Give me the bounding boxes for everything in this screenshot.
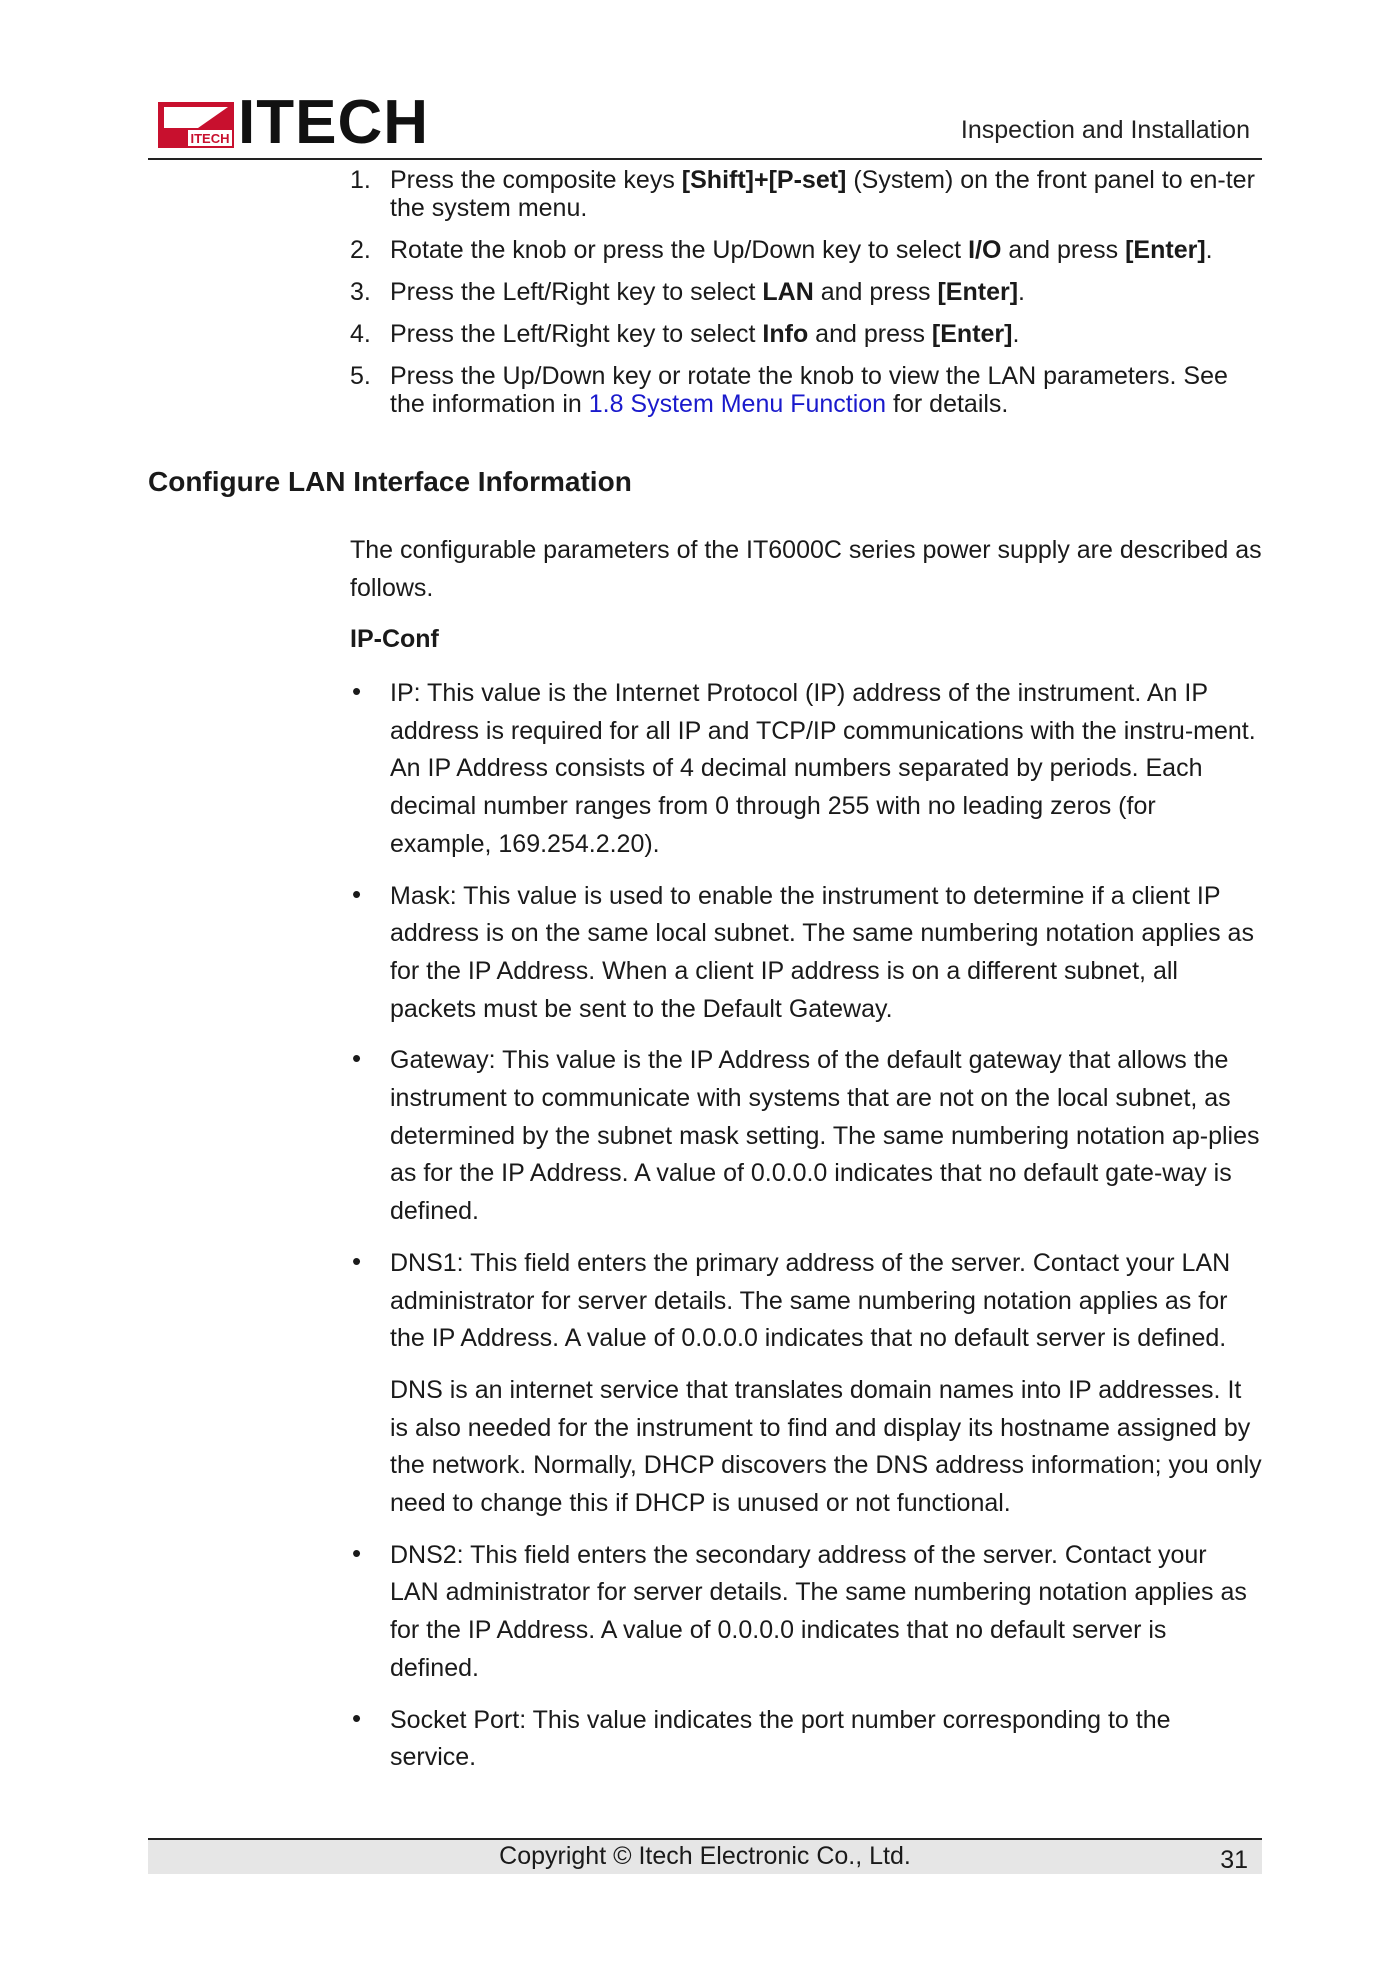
logo-wordmark: ITECH (238, 88, 429, 157)
step-key: LAN (762, 278, 814, 306)
step-item (350, 320, 1262, 348)
bullet-text: IP: This value is the Internet Protocol (IP) address of the instrument. An IP address is required for all IP and TCP/IP communications with the instru-ment. An IP Address consists of 4 decimal numbers separated by periods. Each decimal number ranges from 0 through 255 with no leading zeros (for example, 169.254.2.20). (390, 679, 1256, 858)
parameter-list (350, 675, 1262, 1791)
step-item (350, 166, 1262, 222)
step-text: Press the Up/Down key or rotate the knob to view the LAN parameters. See the information in (390, 362, 1228, 418)
step-text: and press (813, 278, 938, 306)
list-item (350, 1702, 1262, 1777)
procedure-steps (350, 166, 1262, 432)
step-text: . (1012, 320, 1020, 348)
step-text: for details. (886, 390, 1009, 418)
step-text: and press (1001, 236, 1126, 264)
bullet-text: Mask: This value is used to enable the instrument to determine if a client IP address is on the same local subnet. The same numbering notation applies as for the IP Address. When a client IP address is on a different subnet, all packets must be sent to the Default Gateway. (390, 881, 1254, 1023)
bullet-icon: • (352, 1245, 362, 1276)
dns-note: DNS is an internet service that translates domain names into IP addresses. It is also needed for the instrument to find and display its hostname assigned by the network. Normally, DHCP discovers the DNS address information; you only need to change this if DHCP is unused or not functional. (390, 1375, 1262, 1518)
step-number: 3. (350, 278, 371, 306)
step-key: [Shift]+[P-set] (681, 166, 847, 194)
system-menu-function-link[interactable]: 1.8 System Menu Function (588, 390, 887, 418)
step-number: 2. (350, 236, 371, 264)
step-text: Press the Left/Right key to select (390, 320, 763, 348)
step-text: . (1018, 278, 1025, 306)
page-header (148, 88, 1262, 160)
section-heading: Configure LAN Interface Information (148, 466, 632, 497)
list-item (350, 1537, 1262, 1688)
step-number: 5. (350, 362, 371, 390)
bullet-icon: • (352, 1043, 362, 1074)
step-number: 1. (350, 166, 371, 194)
bullet-text: Socket Port: This value indicates the port number corresponding to the service. (390, 1705, 1171, 1772)
bullet-icon: • (352, 1537, 362, 1568)
itech-logo-mark-icon (158, 102, 234, 148)
list-item (350, 1042, 1262, 1231)
step-number: 4. (350, 320, 371, 348)
step-key: [Enter] (1125, 236, 1206, 264)
step-text: and press (808, 320, 932, 348)
step-text: . (1205, 236, 1213, 264)
copyright-text: Copyright © Itech Electronic Co., Ltd. (499, 1842, 911, 1870)
bullet-text: DNS2: This field enters the secondary address of the server. Contact your LAN administrator for server details. The same numbering notation applies as for the IP Address. A value of 0.0.0.0 indicates that no default server is defined. (390, 1540, 1247, 1682)
section-intro: The configurable parameters of the IT6000C series power supply are described as follows. (350, 536, 1262, 602)
step-text: Press the composite keys (390, 166, 682, 194)
logo-badge-text: ITECH (190, 131, 230, 146)
step-key: [Enter] (937, 278, 1019, 306)
bullet-icon: • (352, 878, 362, 909)
step-key: I/O (968, 236, 1002, 264)
list-item (350, 878, 1262, 1029)
bullet-icon: • (352, 676, 362, 706)
step-key: Info (762, 320, 809, 348)
header-section-title: Inspection and Installation (960, 116, 1250, 144)
step-text: Rotate the knob or press the Up/Down key to select (390, 236, 969, 264)
step-item (350, 278, 1262, 306)
list-item (350, 675, 1262, 864)
step-item (350, 362, 1262, 418)
step-text: Press the Left/Right key to select (390, 278, 763, 306)
step-text: (System) on the front panel to en-ter the system menu. (390, 166, 1255, 222)
itech-logo (158, 88, 429, 157)
bullet-text: DNS1: This field enters the primary address of the server. Contact your LAN administrator for server details. The same numbering notation applies as for the IP Address. A value of 0.0.0.0 indicates that no default server is defined. (390, 1248, 1231, 1353)
list-item (350, 1245, 1262, 1523)
bullet-icon: • (352, 1702, 362, 1733)
page-footer (148, 1838, 1262, 1874)
page-number: 31 (1220, 1846, 1248, 1874)
bullet-text: Gateway: This value is the IP Address of the default gateway that allows the instrument to communicate with systems that are not on the local subnet, as determined by the subnet mask setting. The same numbering notation ap-plies as for the IP Address. A value of 0.0.0.0 indicates that no default gate-way is defined. (390, 1046, 1260, 1226)
step-item (350, 236, 1262, 264)
step-key: [Enter] (931, 320, 1013, 348)
ip-conf-subheading: IP-Conf (350, 625, 439, 653)
